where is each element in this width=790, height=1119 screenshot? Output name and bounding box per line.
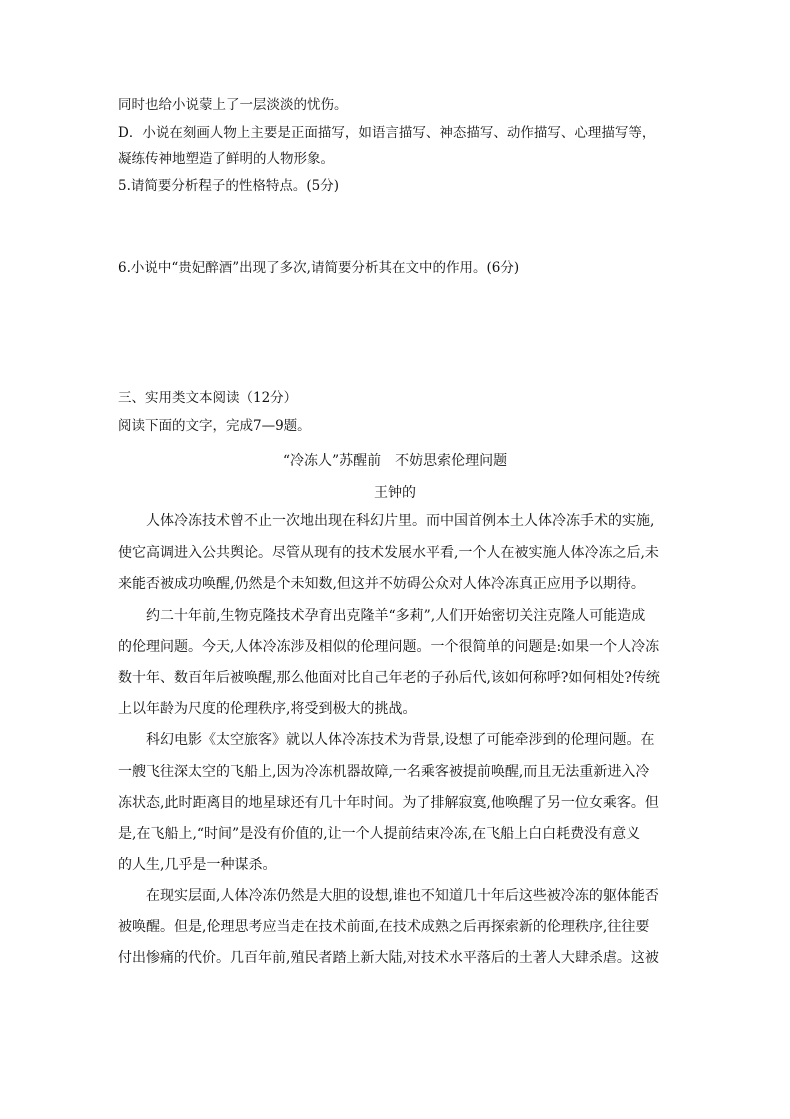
paragraph-line: 的人生,几乎是一种谋杀。 bbox=[118, 857, 277, 873]
article-author: 王钟的 bbox=[374, 485, 416, 501]
paragraph-line: 人体冷冻技术曾不止一次地出现在科幻片里。而中国首例本土人体冷冻手术的实施, bbox=[146, 513, 655, 529]
paragraph-line: 约二十年前,生物克隆技术孕育出克隆羊“多莉”,人们开始密切关注克隆人可能造成 bbox=[146, 608, 646, 624]
question-text-line: 同时也给小说蒙上了一层淡淡的忧伤。 bbox=[118, 97, 348, 113]
question-6: 6.小说中“贵妃醉酒”出现了多次,请简要分析其在文中的作用。(6分) bbox=[118, 260, 520, 276]
paragraph-line: 是,在飞船上,“时间”是没有价值的,让一个人提前结束冷冻,在飞船上白白耗费没有意义 bbox=[118, 826, 641, 842]
paragraph-line: 数十年、数百年后被唤醒,那么他面对比自己年老的子孙后代,该如何称呼?如何相处?传统 bbox=[118, 670, 660, 686]
paragraph-line: 科幻电影《太空旅客》就以人体冷冻技术为背景,设想了可能牵涉到的伦理问题。在 bbox=[146, 732, 655, 748]
paragraph-line: 的伦理问题。今天,人体冷冻涉及相似的伦理问题。一个很简单的问题是:如果一个人冷冻 bbox=[118, 639, 660, 655]
question-5: 5.请简要分析程子的性格特点。(5分) bbox=[118, 178, 340, 194]
paragraph-line: 上以年龄为尺度的伦理秩序,将受到极大的挑战。 bbox=[118, 701, 417, 717]
paragraph-line: 冻状态,此时距离目的地星球还有几十年时间。为了排解寂寞,他唤醒了另一位女乘客。但 bbox=[118, 795, 659, 811]
paragraph-line: 付出惨痛的代价。几百年前,殖民者踏上新大陆,对技术水平落后的土著人大肆杀虐。这被 bbox=[118, 950, 659, 966]
option-d-line: D．小说在刻画人物上主要是正面描写，如语言描写、神态描写、动作描写、心理描写等， bbox=[118, 125, 656, 141]
paragraph-line: 使它高调进入公共舆论。尽管从现有的技术发展水平看,一个人在被实施人体冷冻之后,未 bbox=[118, 545, 659, 561]
paragraph-line: 在现实层面,人体冷冻仍然是大胆的设想,谁也不知道几十年后这些被冷冻的躯体能否 bbox=[146, 888, 659, 904]
section-instruction: 阅读下面的文字，完成7—9题。 bbox=[118, 418, 311, 434]
paragraph-line: 被唤醒。但是,伦理思考应当走在技术前面,在技术成熟之后再探索新的伦理秩序,往往要 bbox=[118, 919, 650, 935]
paragraph-line: 来能否被成功唤醒,仍然是个未知数,但这并不妨碍公众对人体冷冻真正应用予以期待。 bbox=[118, 576, 645, 592]
article-title: “冷冻人”苏醒前 不妨思索伦理问题 bbox=[282, 453, 508, 469]
paragraph-line: 一艘飞往深太空的飞船上,因为冷冻机器故障,一名乘客被提前唤醒,而且无法重新进入冷 bbox=[118, 764, 650, 780]
option-d-line: 凝练传神地塑造了鲜明的人物形象。 bbox=[118, 151, 334, 167]
section-heading: 三、实用类文本阅读（12分） bbox=[118, 390, 298, 406]
